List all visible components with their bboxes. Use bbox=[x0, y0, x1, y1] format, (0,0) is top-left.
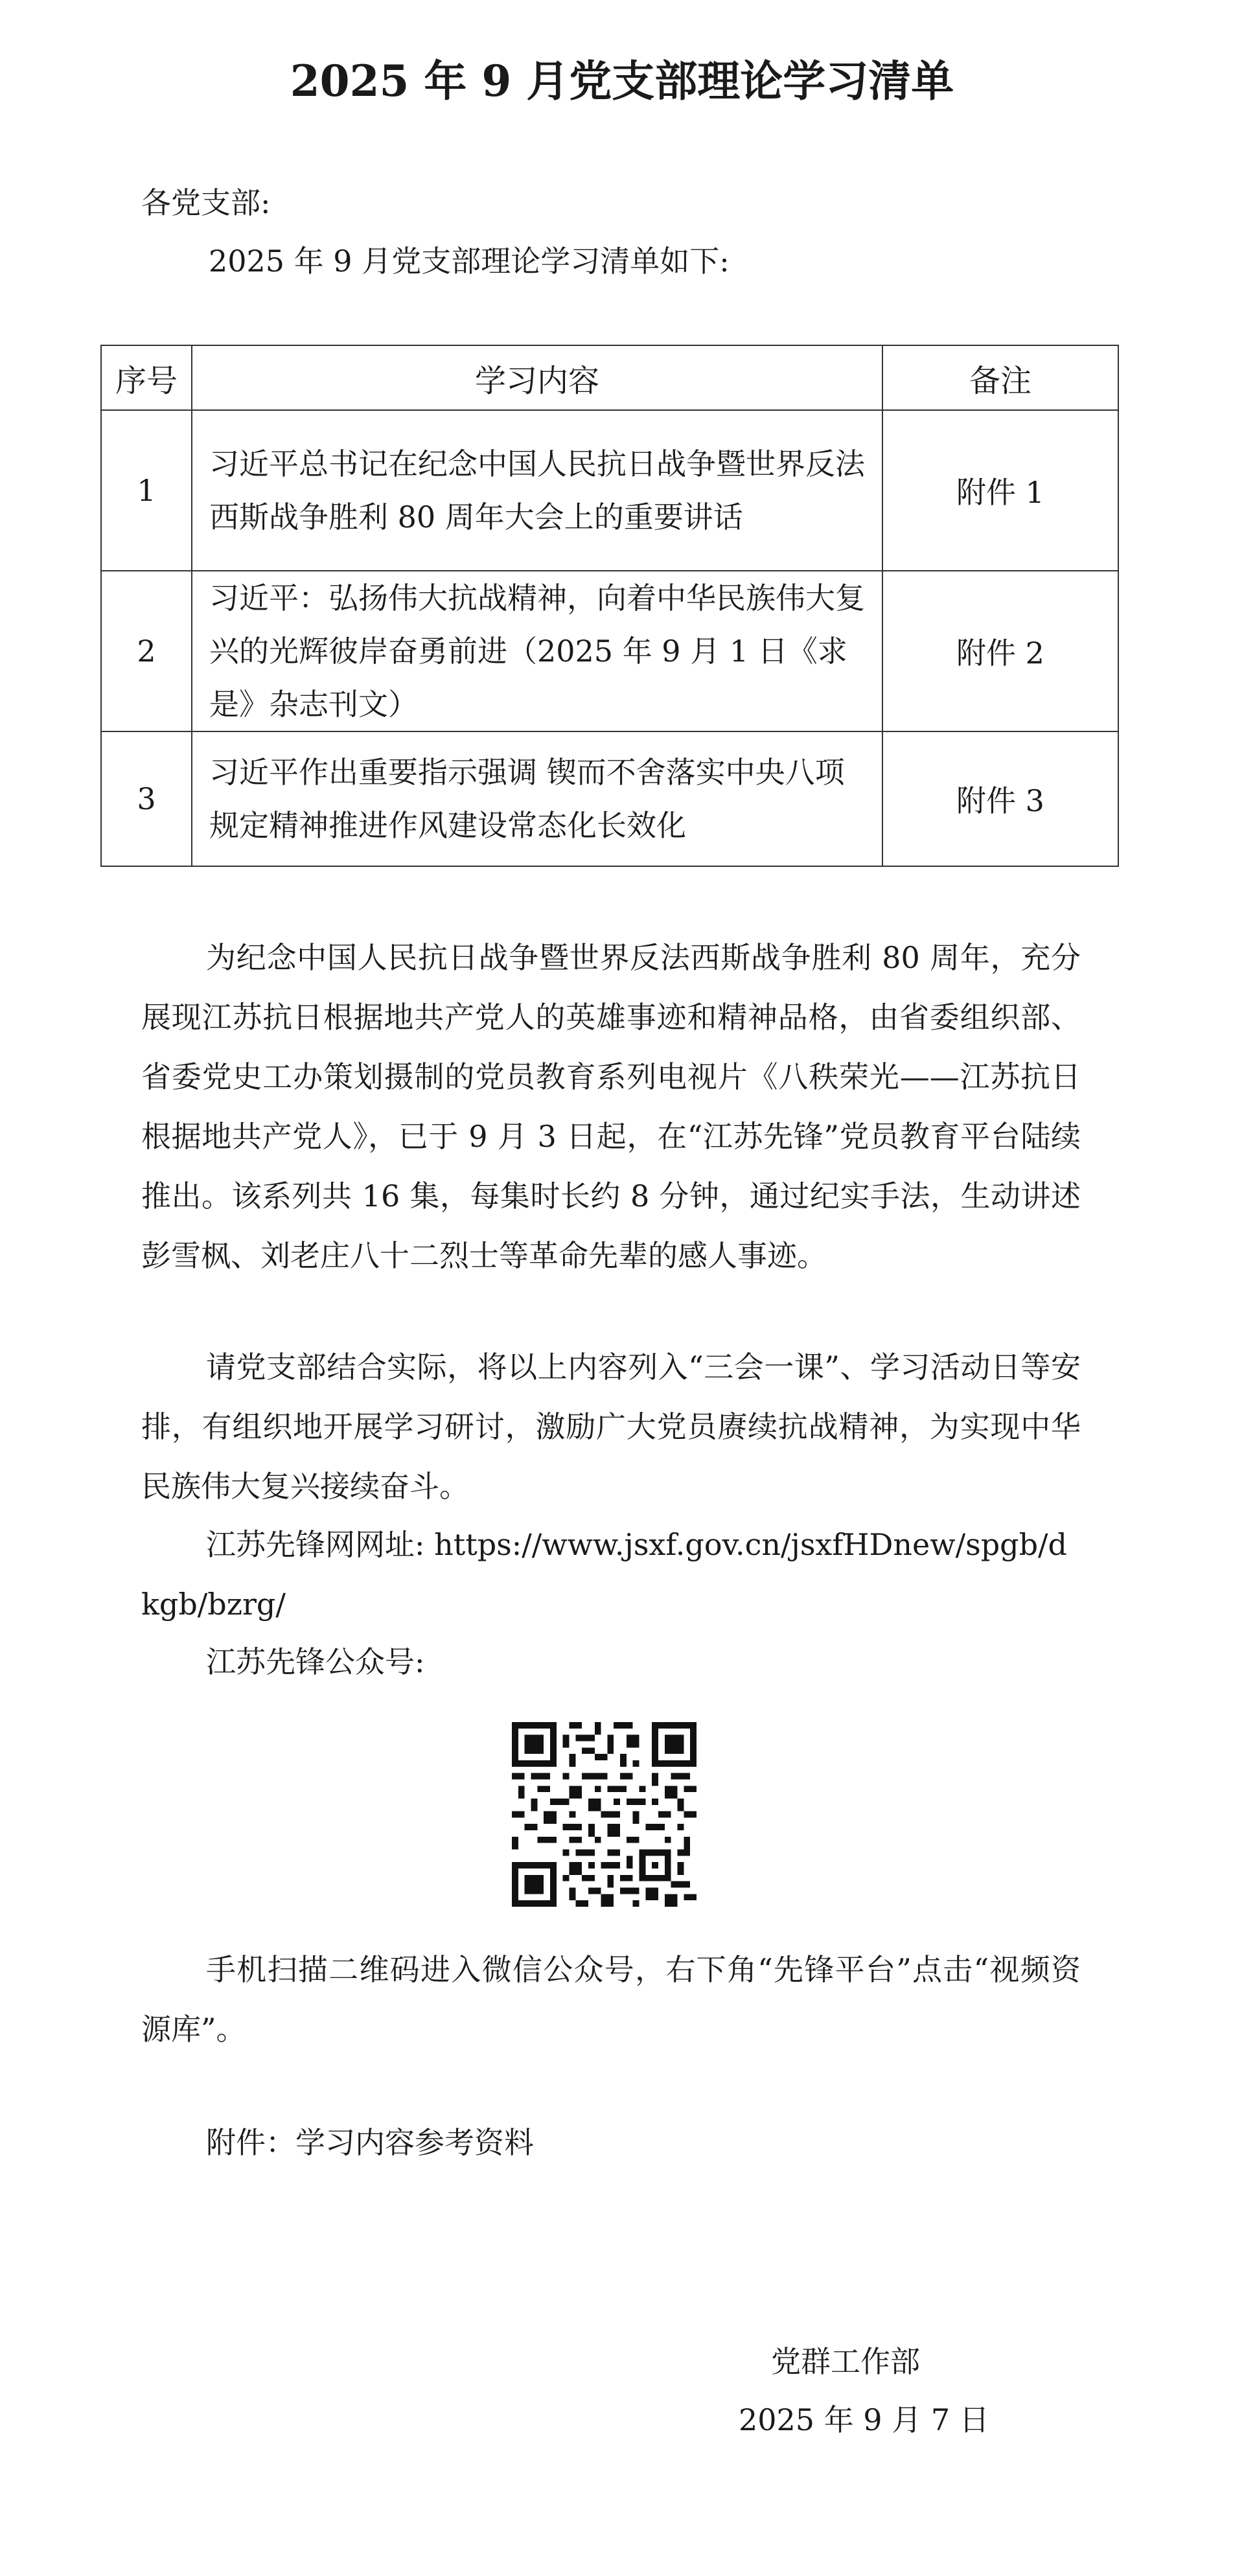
row-note: 附件 1 bbox=[882, 410, 1118, 571]
study-list-table bbox=[100, 345, 1119, 867]
table-row bbox=[101, 571, 1118, 731]
issue-date: 2025 年 9 月 7 日 bbox=[739, 2402, 989, 2437]
row-note: 附件 3 bbox=[882, 731, 1118, 866]
wechat-label: 江苏先锋公众号: bbox=[206, 1644, 425, 1679]
salutation: 各党支部: bbox=[141, 185, 271, 220]
row-no: 1 bbox=[101, 410, 192, 571]
row-content: 习近平作出重要指示强调 锲而不舍落实中央八项规定精神推进作风建设常态化长效化 bbox=[192, 731, 882, 866]
document-title: 2025 年 9 月党支部理论学习清单 bbox=[290, 56, 954, 106]
website-line bbox=[141, 1515, 1081, 1634]
row-no: 2 bbox=[101, 571, 192, 731]
intro-line: 2025 年 9 月党支部理论学习清单如下: bbox=[209, 244, 730, 279]
body-paragraph: 请党支部结合实际，将以上内容列入“三会一课”、学习活动日等安排，有组织地开展学习研讨，激励广大党员赓续抗战精神，为实现中华民族伟大复兴接续奋斗。 bbox=[141, 1350, 1081, 1504]
table-row bbox=[101, 731, 1118, 866]
row-content: 习近平：弘扬伟大抗战精神，向着中华民族伟大复兴的光辉彼岸奋勇前进（2025 年 9 月 1 日《求是》杂志刊文） bbox=[192, 571, 882, 731]
website-label: 江苏先锋网网址: bbox=[206, 1527, 425, 1562]
website-url[interactable]: https://www.jsxf.gov.cn/jsxfHDnew/spgb/dkgb/bzrg/ bbox=[141, 1527, 1067, 1622]
header-no: 序号 bbox=[101, 345, 192, 410]
row-content: 习近平总书记在纪念中国人民抗日战争暨世界反法西斯战争胜利 80 周年大会上的重要讲话 bbox=[192, 410, 882, 571]
header-content: 学习内容 bbox=[192, 345, 882, 410]
row-no: 3 bbox=[101, 731, 192, 866]
header-note: 备注 bbox=[882, 345, 1118, 410]
table-header-row bbox=[101, 345, 1118, 410]
scan-instruction: 手机扫描二维码进入微信公众号，右下角“先锋平台”点击“视频资源库”。 bbox=[141, 1952, 1081, 2047]
attachment-line: 附件：学习内容参考资料 bbox=[206, 2125, 534, 2160]
body-paragraph: 为纪念中国人民抗日战争暨世界反法西斯战争胜利 80 周年，充分展现江苏抗日根据地共产党人的英雄事迹和精神品格，由省委组织部、省委党史工办策划摄制的党员教育系列电视片《八秩荣光——江苏抗日根据地共产党人》，已于 9 月 3 日起，在“江苏先锋”党员教育平台陆续推出。该系列共 16 集，每集时长约 8 分钟，通过纪实手法，生动讲述彭雪枫、刘老庄八十二烈士等革命先辈的感人事迹。 bbox=[141, 940, 1081, 1273]
issuer: 党群工作部 bbox=[771, 2344, 920, 2379]
row-note: 附件 2 bbox=[882, 571, 1118, 731]
qr-code-icon bbox=[512, 1722, 697, 1907]
table-row bbox=[101, 410, 1118, 571]
